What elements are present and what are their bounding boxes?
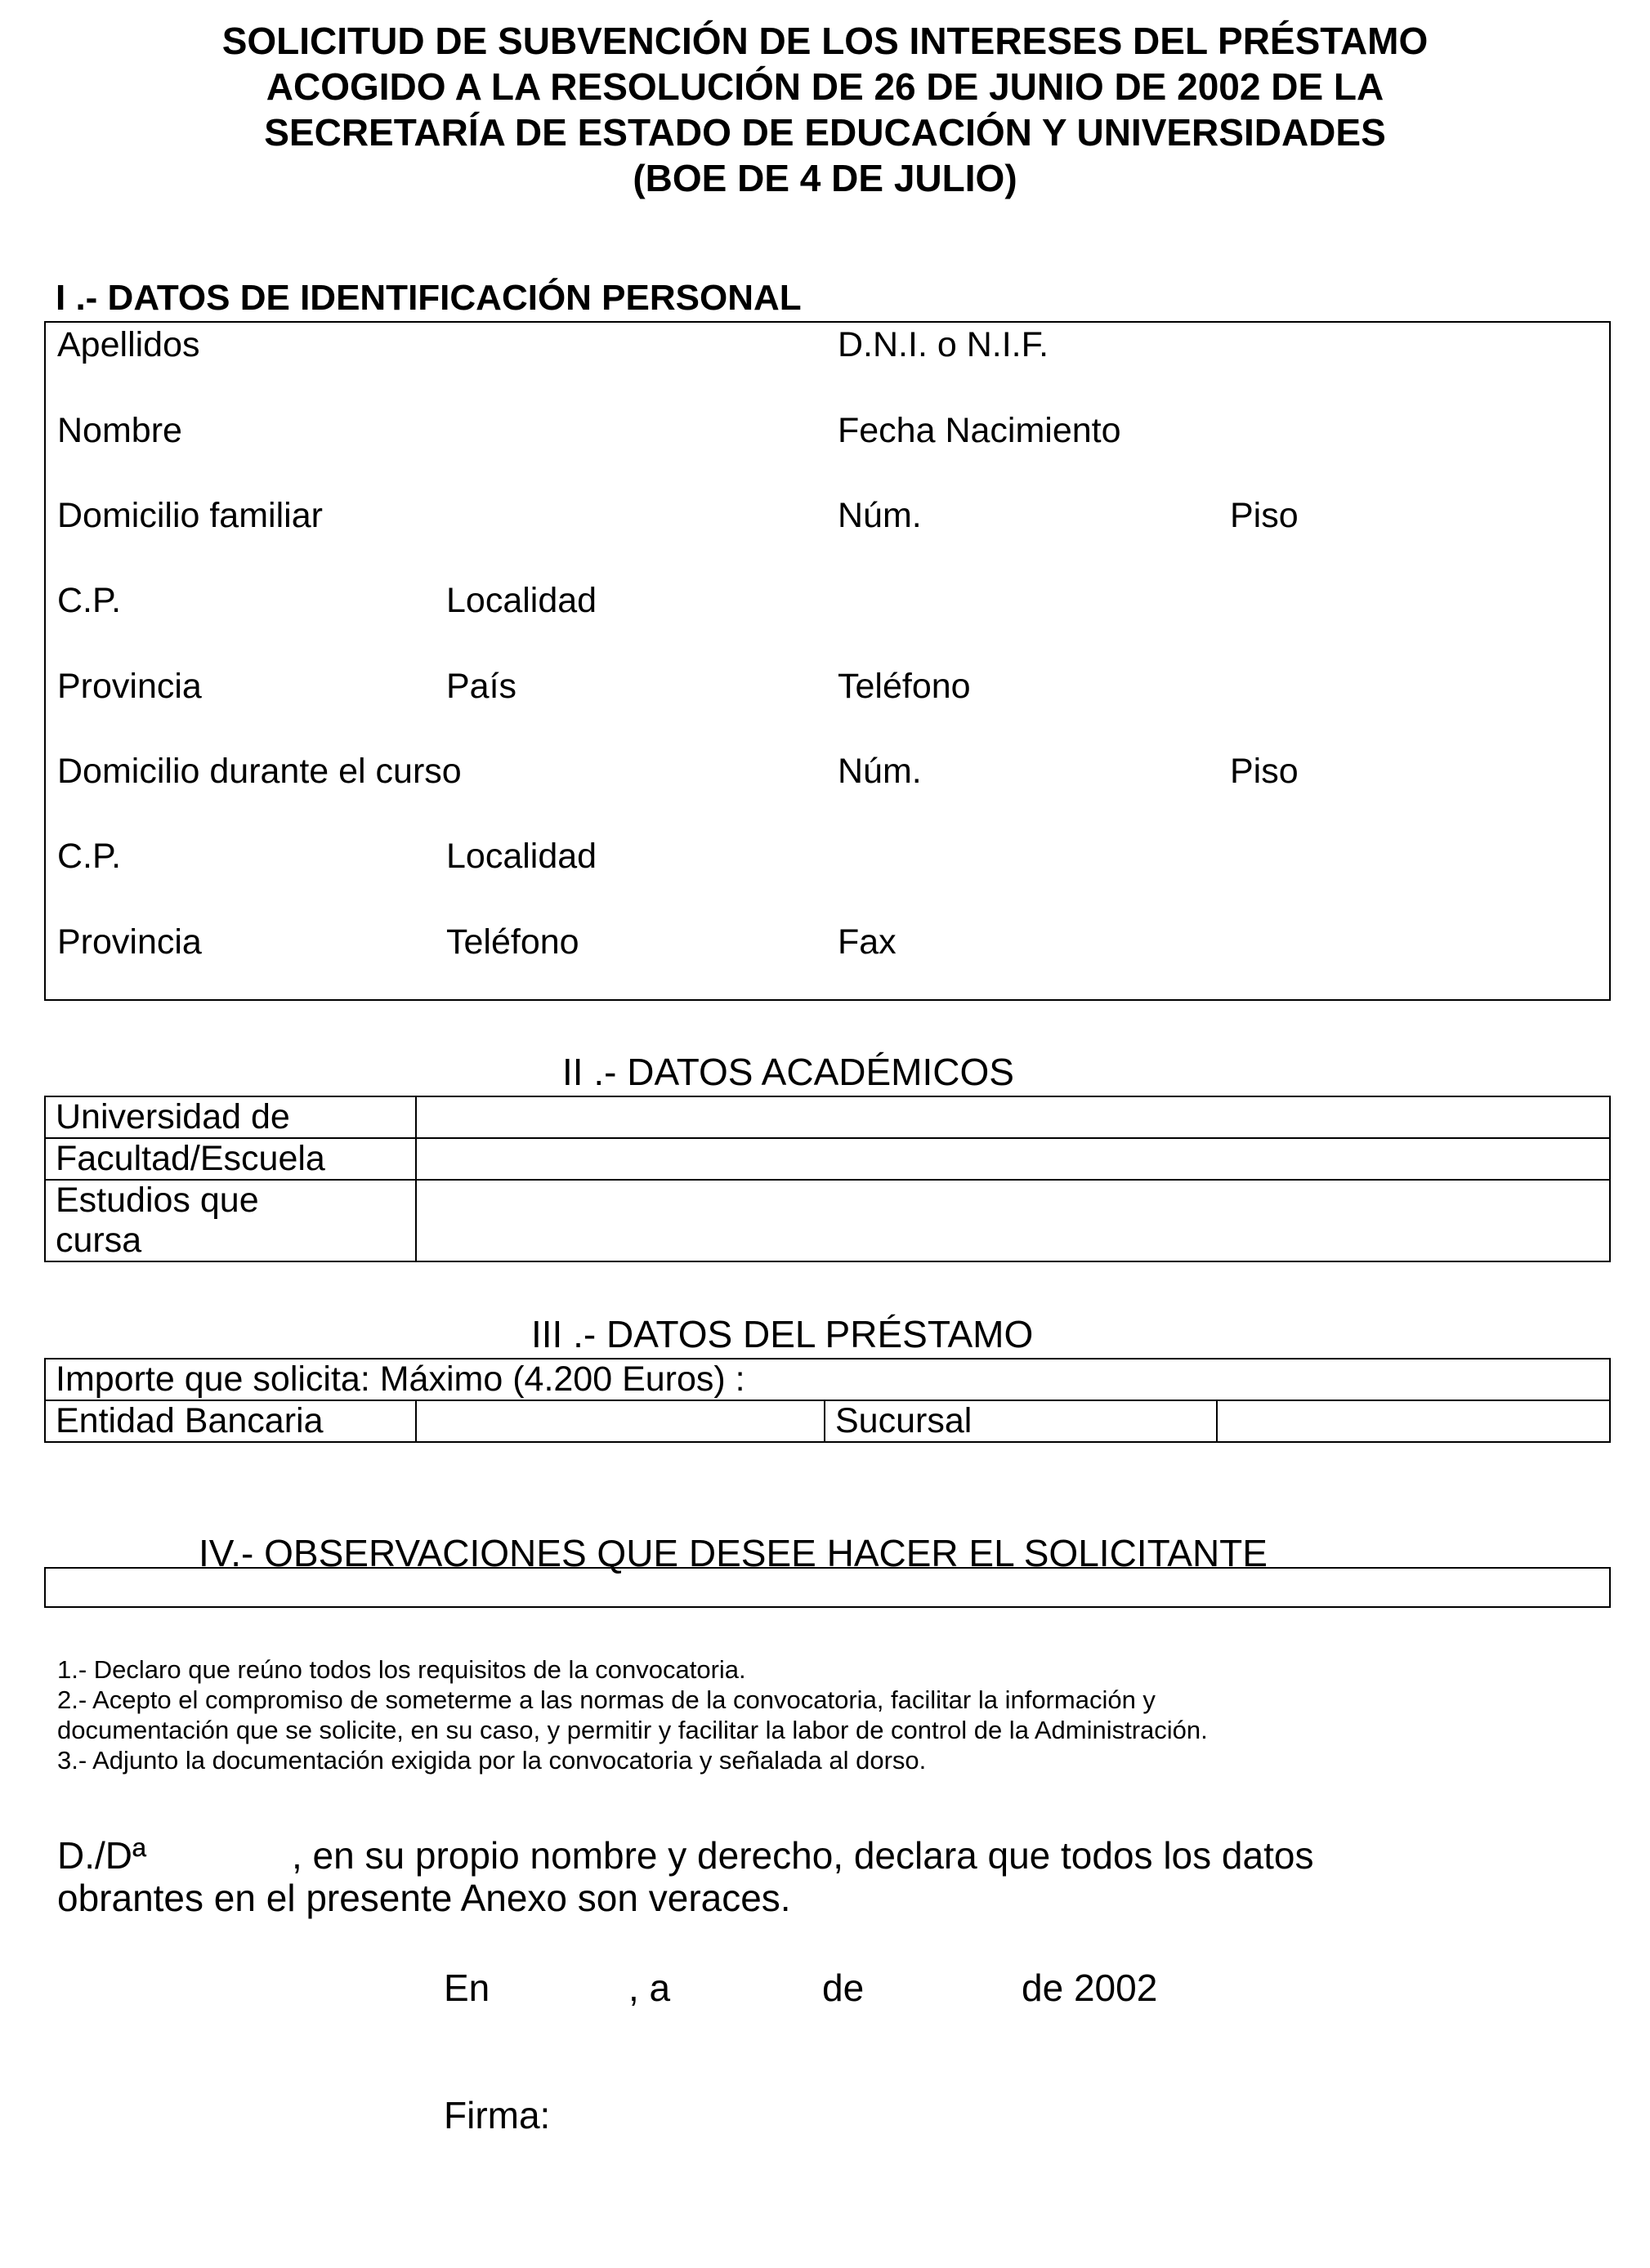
universidad-input[interactable] (416, 1096, 1610, 1138)
telefono-field-1[interactable]: Teléfono (838, 667, 971, 706)
pais-field[interactable]: País (446, 667, 517, 706)
estudios-label-line-1: Estudios que (56, 1181, 259, 1220)
piso-field-1[interactable]: Piso (1230, 496, 1299, 535)
table-row (45, 1400, 1610, 1442)
facultad-label: Facultad/Escuela (45, 1138, 416, 1180)
declaration-1: 1.- Declaro que reúno todos los requisitos de la convocatoria. (57, 1655, 746, 1684)
academic-data-table (44, 1096, 1611, 1262)
telefono-field-2[interactable]: Teléfono (446, 922, 579, 962)
piso-field-2[interactable]: Piso (1230, 752, 1299, 791)
document-title (0, 18, 1650, 201)
estudios-input[interactable] (416, 1180, 1610, 1261)
table-row (45, 1180, 1610, 1261)
title-line-3: SECRETARÍA DE ESTADO DE EDUCACIÓN Y UNIVERSIDADES (264, 111, 1386, 154)
fax-field[interactable]: Fax (838, 922, 897, 962)
table-row (45, 1096, 1610, 1138)
dni-field[interactable]: D.N.I. o N.I.F. (838, 325, 1049, 364)
num-field-1[interactable]: Núm. (838, 496, 922, 535)
domicilio-familiar-field[interactable]: Domicilio familiar (57, 496, 323, 535)
provincia-field-2[interactable]: Provincia (57, 922, 202, 962)
universidad-label: Universidad de (45, 1096, 416, 1138)
date-year-label: de 2002 (1022, 1967, 1158, 2009)
declaration-2a: 2.- Acepto el compromiso de someterme a las normas de la convocatoria, facilitar la información y (57, 1685, 1156, 1714)
facultad-input[interactable] (416, 1138, 1610, 1180)
estudios-label-line-2: cursa (56, 1221, 142, 1260)
importe-field[interactable]: Importe que solicita: Máximo (4.200 Euros) : (45, 1359, 1610, 1400)
domicilio-curso-field[interactable]: Domicilio durante el curso (57, 752, 462, 791)
cp-field-2[interactable]: C.P. (57, 837, 122, 876)
personal-data-box (44, 321, 1611, 1001)
title-line-2: ACOGIDO A LA RESOLUCIÓN DE 26 DE JUNIO DE 2002 DE LA (266, 65, 1384, 108)
table-row (45, 1138, 1610, 1180)
section-4-heading: IV.- OBSERVACIONES QUE DESEE HACER EL SOLICITANTE (199, 1532, 1268, 1574)
title-line-4: (BOE DE 4 DE JULIO) (633, 157, 1017, 199)
provincia-field-1[interactable]: Provincia (57, 667, 202, 706)
d-label: D./Dª (57, 1834, 147, 1877)
sucursal-label: Sucursal (825, 1400, 1217, 1442)
declaration-3: 3.- Adjunto la documentación exigida por la convocatoria y señalada al dorso. (57, 1746, 927, 1775)
loan-data-table (44, 1358, 1611, 1443)
section-1-heading: I .- DATOS DE IDENTIFICACIÓN PERSONAL (56, 278, 802, 318)
entidad-label: Entidad Bancaria (45, 1400, 416, 1442)
estudios-label (45, 1180, 416, 1261)
section-2-heading: II .- DATOS ACADÉMICOS (562, 1051, 1014, 1093)
statement-line-1: , en su propio nombre y derecho, declara que todos los datos (292, 1834, 1314, 1877)
signature-label: Firma: (444, 2094, 551, 2136)
nombre-field[interactable]: Nombre (57, 411, 182, 450)
localidad-field-1[interactable]: Localidad (446, 581, 597, 620)
entidad-input[interactable] (416, 1400, 825, 1442)
declarations (57, 1654, 1208, 1775)
fecha-nacimiento-field[interactable]: Fecha Nacimiento (838, 411, 1121, 450)
apellidos-field[interactable]: Apellidos (57, 325, 200, 364)
localidad-field-2[interactable]: Localidad (446, 837, 597, 876)
section-3-heading: III .- DATOS DEL PRÉSTAMO (531, 1313, 1034, 1355)
num-field-2[interactable]: Núm. (838, 752, 922, 791)
sucursal-input[interactable] (1217, 1400, 1610, 1442)
place-en-label: En (444, 1967, 490, 2009)
cp-field-1[interactable]: C.P. (57, 581, 122, 620)
observaciones-input[interactable] (44, 1567, 1611, 1608)
date-a-label: , a (628, 1967, 671, 2009)
table-row (45, 1359, 1610, 1400)
date-de-label: de (822, 1967, 865, 2009)
declaration-2b: documentación que se solicite, en su caso, y permitir y facilitar la labor de control de la Administración. (57, 1716, 1208, 1744)
title-line-1: SOLICITUD DE SUBVENCIÓN DE LOS INTERESES DEL PRÉSTAMO (221, 20, 1429, 62)
statement-line-2: obrantes en el presente Anexo son veraces. (57, 1877, 791, 1919)
